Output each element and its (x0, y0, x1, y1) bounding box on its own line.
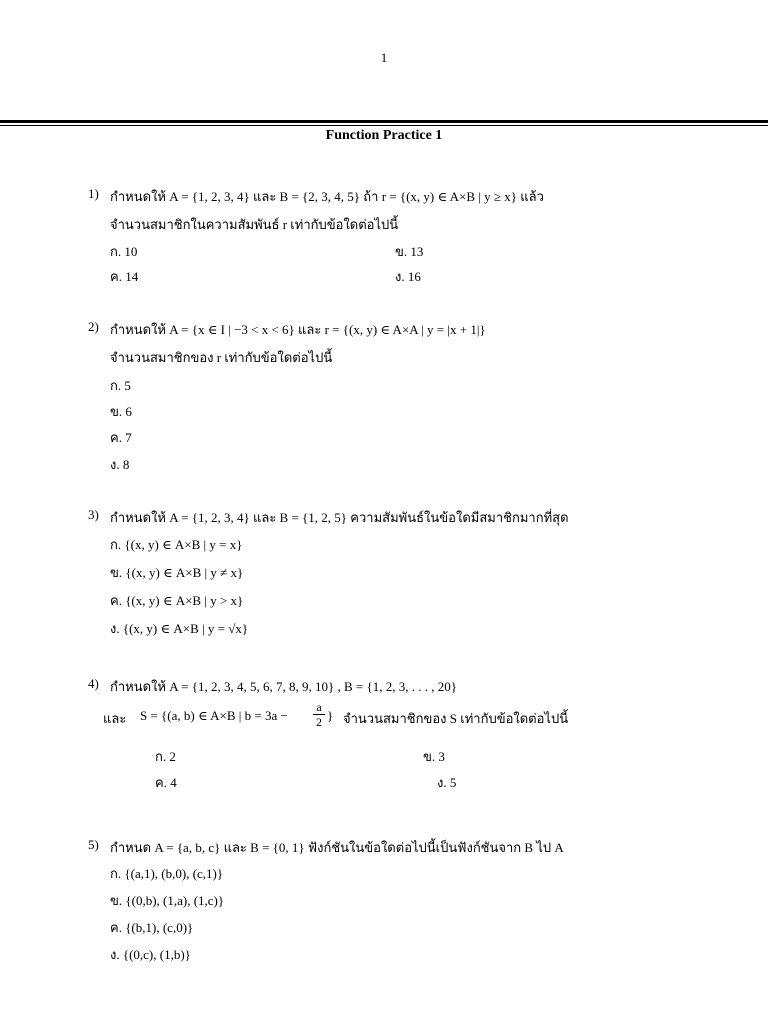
option-c: ค. 14 (110, 269, 139, 284)
option-c: ค. {(x, y) ∈ A×B | y > x} (110, 593, 244, 608)
option-a: ก. 5 (110, 378, 131, 393)
option-b: ข. {(0,b), (1,a), (1,c)} (110, 893, 225, 908)
option-d: ง. 16 (395, 269, 421, 284)
question-text: กำหนดให้ A = {1, 2, 3, 4, 5, 6, 7, 8, 9, 10} , B = {1, 2, 3, . . . , 20} (110, 679, 457, 694)
option-b: ข. 6 (110, 404, 132, 419)
question-text: กำหนดให้ A = {1, 2, 3, 4} และ B = {2, 3, 4, 5} ถ้า r = {(x, y) ∈ A×B | y ≥ x} แล้ว (110, 189, 544, 204)
option-b: ข. 13 (395, 244, 424, 259)
option-d: ง. 5 (437, 775, 457, 790)
question-text: กำหนด A = {a, b, c} และ B = {0, 1} ฟังก์ชันในข้อใดต่อไปนี้เป็นฟังก์ชันจาก B ไป A (110, 840, 564, 855)
option-d: ง. 8 (110, 457, 130, 472)
set-s-close: } (327, 708, 334, 723)
page-title: Function Practice 1 (325, 128, 443, 143)
option-a: ก. 2 (155, 749, 176, 764)
option-b: ข. {(x, y) ∈ A×B | y ≠ x} (110, 565, 244, 580)
set-s-definition: S = {(a, b) ∈ A×B | b = 3a − (140, 708, 288, 723)
option-a: ก. 10 (110, 244, 138, 259)
question-number: 3) (88, 507, 99, 522)
page-number: 1 (380, 50, 388, 65)
question-text-line2: จำนวนสมาชิกของ r เท่ากับข้อใดต่อไปนี้ (110, 350, 333, 365)
fraction (313, 700, 325, 729)
option-d: ง. {(x, y) ∈ A×B | y = √x} (110, 621, 249, 636)
header-rule-thick (0, 120, 768, 123)
option-a: ก. {(a,1), (b,0), (c,1)} (110, 866, 224, 881)
question-number: 1) (88, 186, 99, 201)
question-text-line2-prefix: และ (103, 711, 127, 726)
option-b: ข. 3 (423, 749, 445, 764)
question-text-line2-suffix: จำนวนสมาชิกของ S เท่ากับข้อใดต่อไปนี้ (343, 711, 569, 726)
question-text: กำหนดให้ A = {x ∈ I | −3 < x < 6} และ r = {(x, y) ∈ A×A | y = |x + 1|} (110, 322, 486, 337)
option-c: ค. 4 (155, 775, 177, 790)
question-number: 4) (88, 676, 99, 691)
option-c: ค. 7 (110, 430, 132, 445)
question-text: กำหนดให้ A = {1, 2, 3, 4} และ B = {1, 2, 5} ความสัมพันธ์ในข้อใดมีสมาชิกมากที่สุด (110, 510, 569, 525)
option-c: ค. {(b,1), (c,0)} (110, 920, 194, 935)
header-rule-thin (0, 125, 768, 126)
option-a: ก. {(x, y) ∈ A×B | y = x} (110, 537, 243, 552)
fraction-numerator: a (316, 700, 322, 714)
question-text-line2: จำนวนสมาชิกในความสัมพันธ์ r เท่ากับข้อใดต่อไปนี้ (110, 217, 399, 232)
option-d: ง. {(0,c), (1,b)} (110, 947, 191, 962)
question-number: 5) (88, 837, 99, 852)
question-number: 2) (88, 319, 99, 334)
fraction-denominator: 2 (316, 715, 322, 729)
